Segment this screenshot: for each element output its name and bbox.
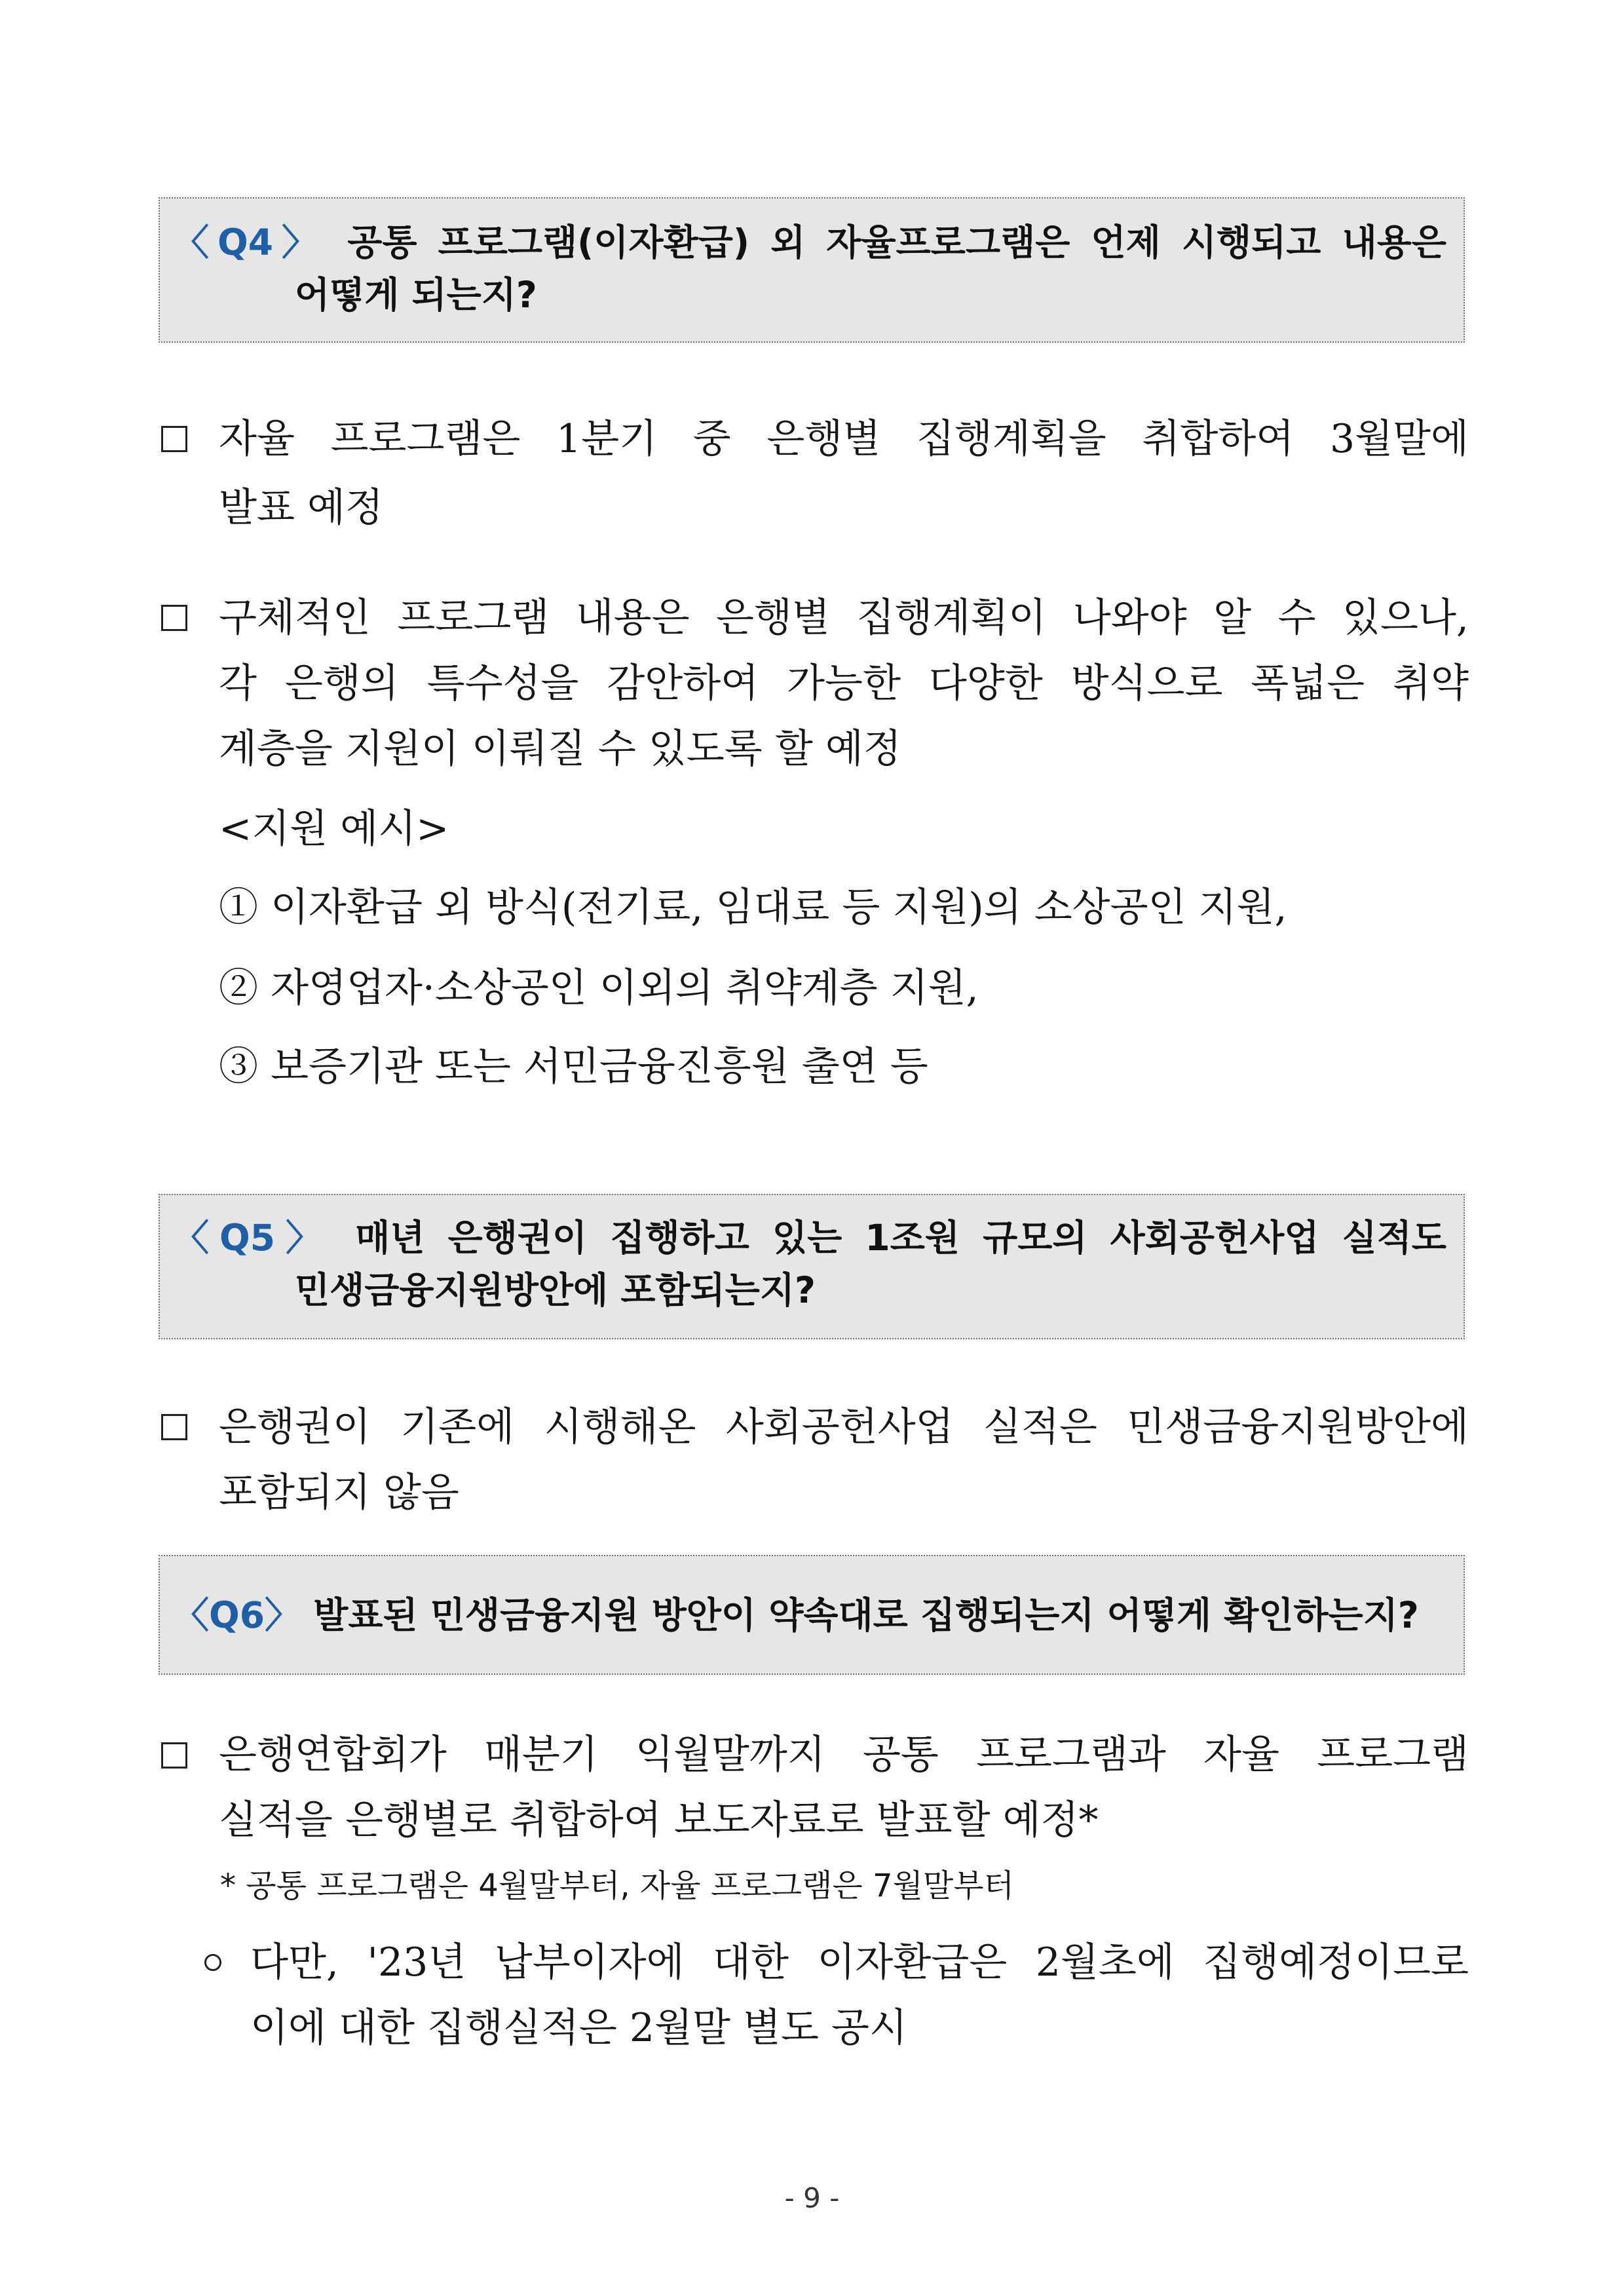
q4-line-1 xyxy=(173,220,1446,265)
q5-question-line-2: 민생금융지원방안에 포함되는지? xyxy=(295,1269,816,1311)
q5-line-1 xyxy=(173,1215,1446,1261)
example-item-1: ① 이자환급 외 방식(전기료, 임대료 등 지원)의 소상공인 지원, xyxy=(219,885,1287,930)
square-bullet-icon xyxy=(161,1414,187,1440)
q5-answer-line-2: 포함되지 않음 xyxy=(219,1470,459,1516)
q4-question-line-1: 공통 프로그램(이자환급) 외 자율프로그램은 언제 시행되고 내용은 xyxy=(347,221,1446,263)
page-number: - 9 - xyxy=(784,2182,840,2214)
square-bullet-icon xyxy=(161,605,187,631)
q5-question-line-1: 매년 은행권이 집행하고 있는 1조원 규모의 사회공헌사업 실적도 xyxy=(355,1217,1447,1259)
square-bullet-icon xyxy=(161,1742,187,1769)
question-box-q4 xyxy=(159,197,1465,343)
example-item-3: ③ 보증기관 또는 서민금융진흥원 출연 등 xyxy=(219,1044,928,1090)
question-box-q5 xyxy=(159,1194,1465,1339)
q6-tag: 〈Q6〉 xyxy=(173,1594,301,1636)
square-bullet-icon xyxy=(161,426,187,452)
q4-tag: 〈Q4〉 xyxy=(173,221,327,263)
circle-bullet-icon xyxy=(204,1954,221,1971)
q6-sub-line-1: 다만, '23년 납부이자에 대한 이자환급은 2월초에 집행예정이므로 xyxy=(250,1940,1469,1985)
q4-answer-1-line-1: 자율 프로그램은 1분기 중 은행별 집행계획을 취합하여 3월말에 xyxy=(219,416,1469,462)
q4-answer-2-line-2: 각 은행의 특수성을 감안하여 가능한 다양한 방식으로 폭넓은 취약 xyxy=(219,660,1469,706)
q6-line-1 xyxy=(173,1592,1446,1638)
q6-answer-line-2: 실적을 은행별로 취합하여 보도자료로 발표할 예정* xyxy=(219,1797,1099,1843)
q4-answer-2-line-1: 구체적인 프로그램 내용은 은행별 집행계획이 나와야 알 수 있으나, xyxy=(219,595,1469,641)
q4-line-2 xyxy=(295,272,1446,318)
q6-footnote: * 공통 프로그램은 4월말부터, 자율 프로그램은 7월말부터 xyxy=(220,1867,1014,1904)
q6-question-line-1: 발표된 민생금융지원 방안이 약속대로 집행되는지 어떻게 확인하는지? xyxy=(313,1594,1419,1636)
question-box-q6 xyxy=(159,1555,1465,1675)
q4-answer-2-line-3: 계층을 지원이 이뤄질 수 있도록 할 예정 xyxy=(219,726,901,772)
q5-tag: 〈Q5〉 xyxy=(173,1217,333,1259)
q5-answer-line-1: 은행권이 기존에 시행해온 사회공헌사업 실적은 민생금융지원방안에 xyxy=(219,1404,1469,1450)
q5-line-2 xyxy=(295,1267,1446,1313)
example-item-2: ② 자영업자·소상공인 이외의 취약계층 지원, xyxy=(219,965,979,1011)
example-title: <지원 예시> xyxy=(219,806,449,852)
q4-question-line-2: 어떻게 되는지? xyxy=(295,274,537,316)
q4-answer-1-line-2: 발표 예정 xyxy=(219,485,383,531)
q6-answer-line-1: 은행연합회가 매분기 익월말까지 공통 프로그램과 자율 프로그램 xyxy=(219,1732,1469,1778)
q6-sub-line-2: 이에 대한 집행실적은 2월말 별도 공시 xyxy=(250,2005,907,2051)
